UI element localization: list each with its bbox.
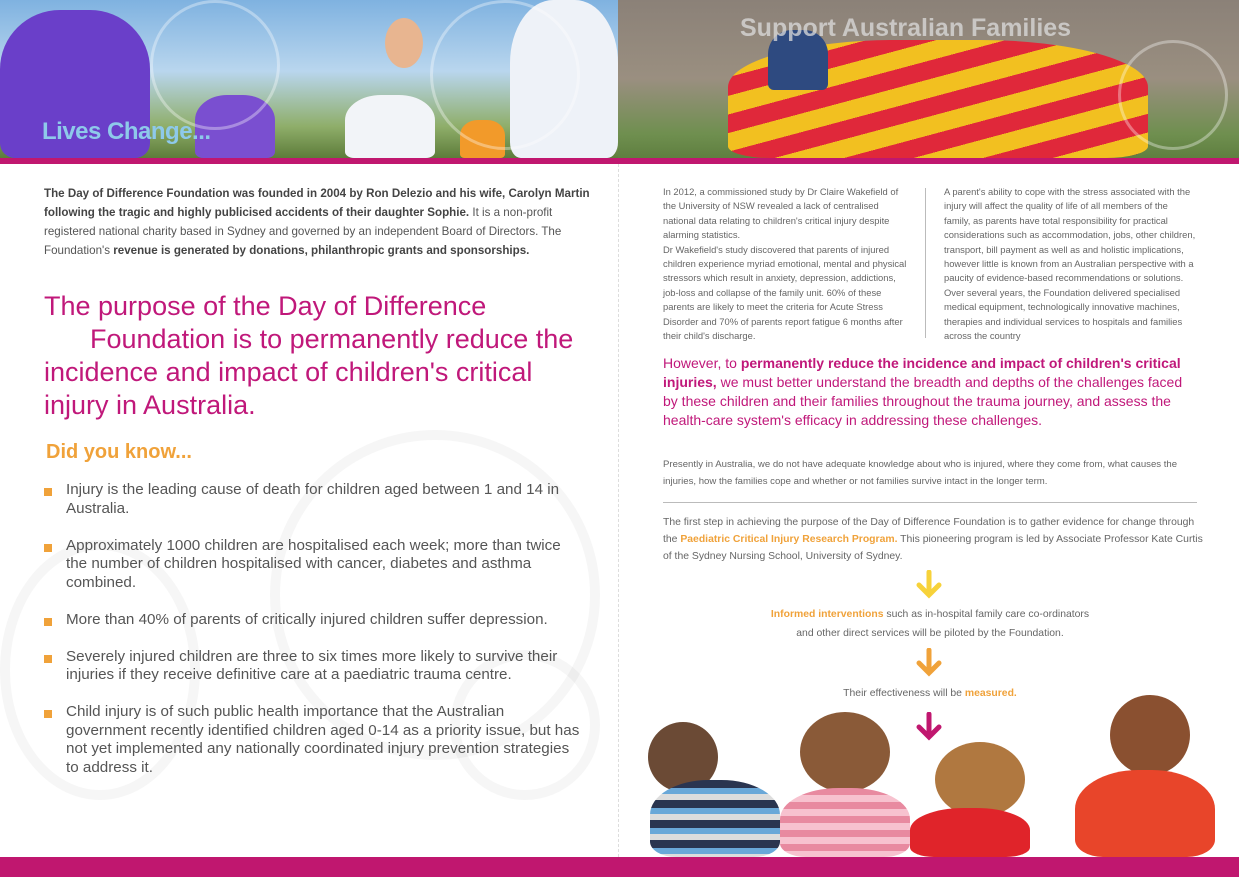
bullet-square-icon [44,544,52,552]
step-interventions: Informed interventions such as in-hospital family care co-ordinators and other direct services will be piloted by the Foundation. [770,609,1090,639]
arrow-down-icon [914,712,944,742]
bottom-accent-band [0,857,1239,877]
bullet-square-icon [44,655,52,663]
did-you-know-heading: Did you know... [46,441,192,463]
header-left-title: Lives Change... [42,118,211,145]
purpose-statement: The purpose of the Day of Difference Foundation is to permanently reduce the incidence and impact of children's critical injury in Australia. [44,291,574,420]
arrow-down-icon [914,648,944,678]
list-item: Child injury is of such public health importance that the Australian government recently identified children aged 0-14 as a priority issue, but has not yet implemented any nationally coordinated injury prevention strategies to address it. [44,703,584,777]
bullet-square-icon [44,488,52,496]
bullet-square-icon [44,710,52,718]
list-item: More than 40% of parents of critically injured children suffer depression. [44,611,584,630]
column-divider [925,188,926,338]
top-accent-band [0,158,1239,164]
presently-paragraph: Presently in Australia, we do not have adequate knowledge about who is injured, where they come from, what causes the injuries, how the families cope and whether or not families survive intact in the longer term. [663,459,1178,487]
study-column: In 2012, a commissioned study by Dr Claire Wakefield of the University of NSW revealed a lack of centralised national data relating to children's critical injury despite alarming statistics. Dr Wakefield's study discovered that parents of injured children experience myriad emotional, mental and physical stressors which result in anxiety, depression, addictions, job-loss and collapse of the family unit. 60% of these parents are likely to meet the criteria for Acute Stress Disorder and 70% of parents report fatigue 6 months after their child's discharge. [663,186,907,342]
highlight-paragraph: However, to permanently reduce the incidence and impact of children's critical injuries, we must better understand the breadth and depths of the challenges faced by these children and their families throughout the trauma journey, and assess the health-care system's efficacy in addressing these challenges. [663,355,1183,428]
parents-column: A parent's ability to cope with the stress associated with the injury will affect the quality of life of all members of the family, as parents have total responsibility for practical considerations such as accommodation, jobs, other children, transport, bill payment as well as and holistic implications, however little is known from an Australian perspective with a paucity of evidence-based recommendations or solutions. Over several years, the Foundation delivered specialised medical equipment, technologically innovative machines, therapies and individual services to hospitals and families across the country [944,186,1196,342]
header-right-title: Support Australian Families [740,14,1072,42]
step-measured: Their effectiveness will be measured. [843,688,1017,699]
list-item: Injury is the leading cause of death for children aged between 1 and 14 in Australia. [44,481,584,518]
page-spine-divider [618,164,619,857]
first-step-paragraph: The first step in achieving the purpose of the Day of Difference Foundation is to gather evidence for change through the Paediatric Critical Injury Research Program. This pioneering program is led by Associate Professor Kate Curtis of the Sydney Nursing School, University of Sydney. [663,517,1203,562]
list-item: Approximately 1000 children are hospitalised each week; more than twice the number of children hospitalised with cancer, diabetes and asthma combined. [44,537,584,593]
bullet-square-icon [44,618,52,626]
list-item: Severely injured children are three to six times more likely to survive their injuries if they receive definitive care at a paediatric trauma centre. [44,648,584,685]
intro-paragraph: The Day of Difference Foundation was founded in 2004 by Ron Delezio and his wife, Carolyn Martin following the tragic and highly publicised accidents of their daughter Sophie. It is a non-profit registered national charity based in Sydney and governed by an independent Board of Directors. The Foundation's revenue is generated by donations, philanthropic grants and sponsorships. [44,187,590,257]
section-divider [663,502,1197,503]
arrow-down-icon [914,570,944,600]
facts-list [44,481,584,796]
